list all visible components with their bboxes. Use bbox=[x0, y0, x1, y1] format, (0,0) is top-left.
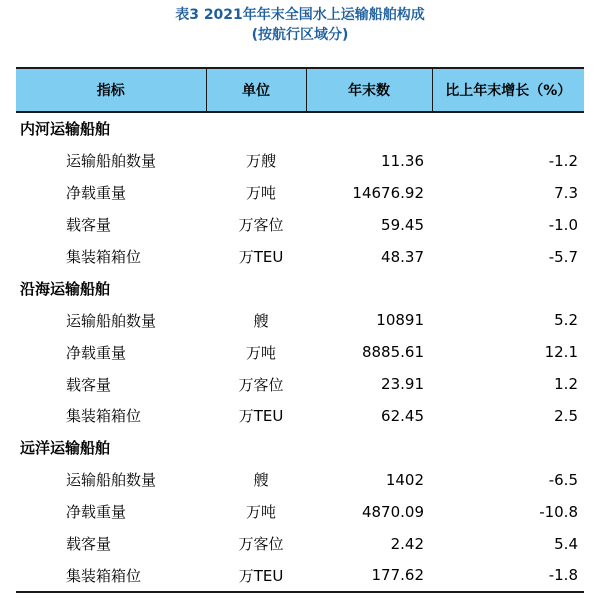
header-unit: 单位 bbox=[206, 68, 306, 112]
indicator-cell: 载客量 bbox=[66, 216, 112, 235]
indicator-cell: 运输船舶数量 bbox=[66, 311, 157, 330]
indicator-cell: 集装箱箱位 bbox=[66, 566, 142, 585]
vessel-table bbox=[16, 67, 584, 593]
value-cell: 8885.61 bbox=[361, 343, 424, 362]
unit-cell: 万吨 bbox=[245, 343, 276, 362]
header-value: 年末数 bbox=[306, 68, 432, 112]
table-row bbox=[16, 559, 584, 592]
growth-cell: -1.8 bbox=[548, 566, 578, 585]
value-cell: 1402 bbox=[385, 470, 424, 489]
table-row bbox=[16, 496, 584, 528]
unit-cell: 万TEU bbox=[238, 407, 284, 426]
table-row bbox=[16, 336, 584, 368]
value-cell: 62.45 bbox=[381, 406, 424, 425]
section-title: 沿海运输船舶 bbox=[20, 279, 111, 298]
value-cell: 4870.09 bbox=[361, 502, 424, 521]
table-row bbox=[16, 304, 584, 336]
section-row bbox=[16, 112, 584, 145]
unit-cell: 万TEU bbox=[238, 248, 284, 266]
table-row bbox=[16, 464, 584, 496]
indicator-cell: 集装箱箱位 bbox=[66, 248, 142, 266]
unit-cell: 万客位 bbox=[238, 535, 284, 554]
table-row bbox=[16, 368, 584, 400]
title-line-2: (按航行区域分) bbox=[251, 27, 349, 43]
indicator-cell: 运输船舶数量 bbox=[66, 471, 157, 490]
indicator-cell: 净载重量 bbox=[66, 503, 127, 522]
growth-cell: -10.8 bbox=[539, 502, 578, 521]
indicator-cell: 运输船舶数量 bbox=[66, 152, 157, 171]
unit-cell: 万客位 bbox=[238, 216, 284, 235]
table-row bbox=[16, 177, 584, 209]
growth-cell: -5.7 bbox=[548, 247, 578, 266]
unit-cell: 艘 bbox=[253, 311, 269, 330]
growth-cell: -1.2 bbox=[548, 151, 578, 170]
value-cell: 14676.92 bbox=[352, 183, 424, 202]
title-line-1: 表3 2021年年末全国水上运输船舶构成 bbox=[175, 7, 425, 23]
indicator-cell: 集装箱箱位 bbox=[66, 407, 142, 426]
growth-cell: 2.5 bbox=[554, 406, 578, 425]
table-row bbox=[16, 241, 584, 273]
growth-cell: 5.4 bbox=[554, 534, 578, 553]
value-cell: 11.36 bbox=[381, 151, 424, 170]
table-row bbox=[16, 145, 584, 177]
table-row bbox=[16, 528, 584, 560]
unit-cell: 万吨 bbox=[245, 503, 276, 522]
growth-cell: 1.2 bbox=[554, 375, 578, 394]
section-title: 内河运输船舶 bbox=[20, 120, 111, 139]
document-title bbox=[0, 0, 600, 44]
value-cell: 177.62 bbox=[371, 566, 424, 585]
header-growth: 比上年末增长（%） bbox=[432, 68, 584, 112]
unit-cell: 艘 bbox=[253, 471, 269, 490]
section-title: 远洋运输船舶 bbox=[20, 439, 111, 458]
value-cell: 23.91 bbox=[381, 375, 424, 394]
header-row bbox=[16, 68, 584, 112]
value-cell: 10891 bbox=[376, 311, 424, 330]
growth-cell: 7.3 bbox=[554, 183, 578, 202]
growth-cell: -6.5 bbox=[548, 470, 578, 489]
unit-cell: 万吨 bbox=[245, 184, 276, 203]
section-row bbox=[16, 432, 584, 464]
table-row bbox=[16, 400, 584, 432]
indicator-cell: 载客量 bbox=[66, 375, 112, 394]
indicator-cell: 净载重量 bbox=[66, 184, 127, 203]
growth-cell: 12.1 bbox=[544, 343, 578, 362]
growth-cell: -1.0 bbox=[548, 215, 578, 234]
value-cell: 48.37 bbox=[381, 247, 424, 266]
table-row bbox=[16, 209, 584, 241]
unit-cell: 万TEU bbox=[238, 566, 284, 585]
unit-cell: 万艘 bbox=[245, 152, 276, 171]
value-cell: 59.45 bbox=[381, 215, 424, 234]
section-row bbox=[16, 272, 584, 304]
value-cell: 2.42 bbox=[390, 534, 424, 553]
unit-cell: 万客位 bbox=[238, 375, 284, 394]
indicator-cell: 净载重量 bbox=[66, 343, 127, 362]
growth-cell: 5.2 bbox=[554, 311, 578, 330]
indicator-cell: 载客量 bbox=[66, 535, 112, 554]
header-indicator: 指标 bbox=[16, 68, 206, 112]
